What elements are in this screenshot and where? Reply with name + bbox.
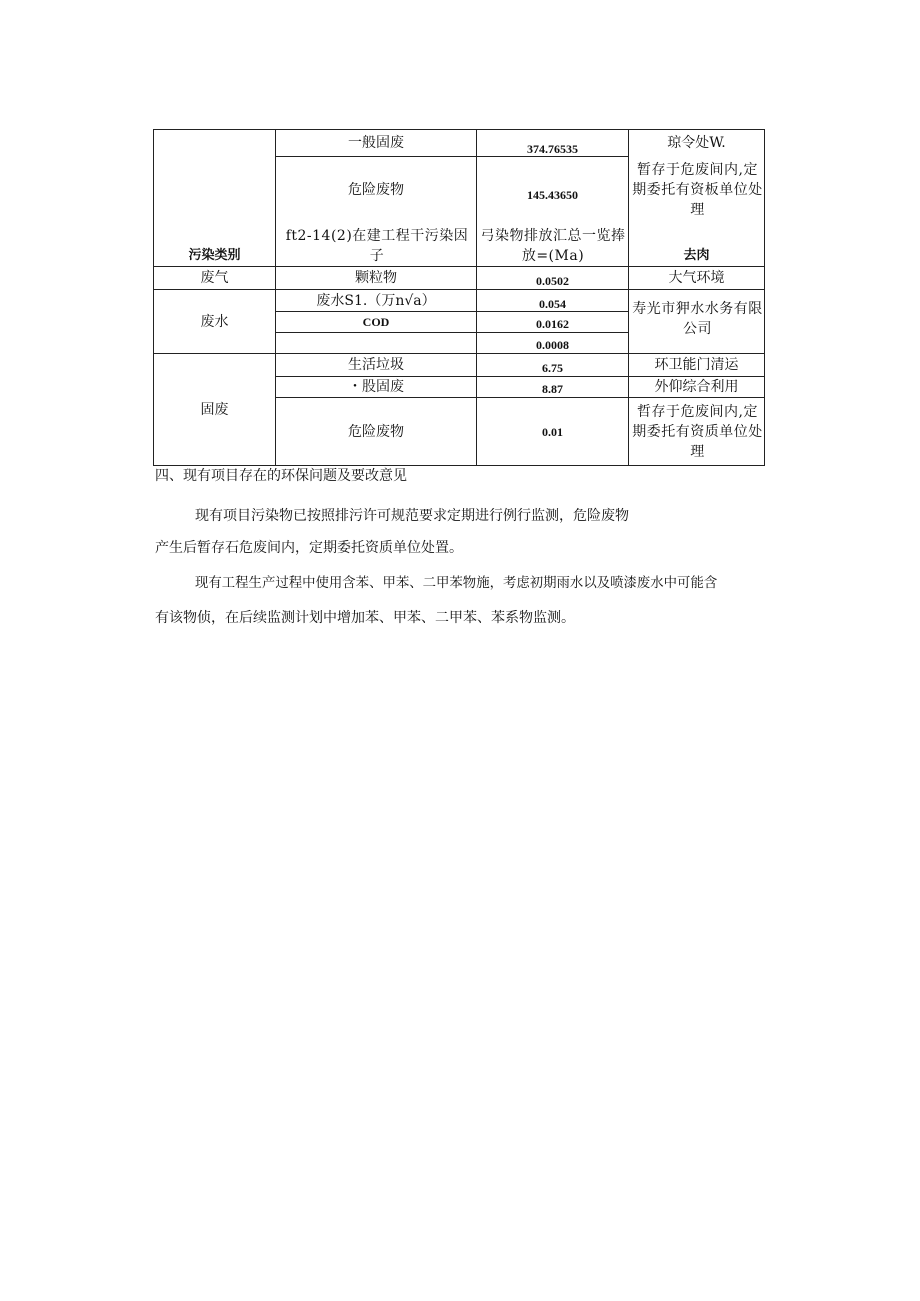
table-cell-destination: 寿光市狎水水务有限公司	[632, 301, 763, 337]
table-cell-destination: 琼令处W.	[667, 135, 726, 151]
table-cell-factor: 危险废物	[348, 182, 404, 198]
table-line	[628, 129, 629, 466]
header-amount: 弓染物排放汇总一览捧放=(Ma)	[480, 228, 626, 264]
paragraph-line: 现有工程生产过程中使用含苯、甲苯、二甲苯物施，考虑初期雨水以及喷漆废水中可能含	[195, 576, 718, 591]
table-line	[764, 129, 765, 466]
pollutant-summary-table	[0, 0, 920, 470]
table-cell-factor: COD	[362, 315, 390, 329]
category-gas: 废气	[200, 270, 229, 286]
header-destination: 去肉	[683, 247, 710, 262]
table-cell-amount: 0.0162	[536, 317, 569, 331]
table-cell-destination: 大气环境	[668, 270, 725, 286]
header-category: 污染类别	[188, 247, 241, 262]
section-heading: 四、现有项目存在的环保问题及要改意见	[155, 468, 407, 484]
table-cell-destination: 暂存于危废间内,定期委托有资板单位处理	[632, 162, 763, 218]
table-cell-amount: 145.43650	[527, 188, 578, 202]
table-cell-factor: 一般固废	[348, 135, 404, 151]
table-cell-factor: 生活垃圾	[348, 357, 404, 373]
paragraph-line: 有该物侦，在后续监测计划中增加苯、甲苯、二甲苯、苯系物监测。	[155, 610, 575, 626]
table-cell-amount: 0.0008	[536, 338, 569, 352]
table-cell-amount: 0.01	[542, 424, 563, 439]
table-cell-factor: 危险废物	[348, 423, 404, 440]
table-cell-amount: 374.76535	[527, 142, 578, 156]
table-cell-destination: 环卫能门清运	[654, 357, 739, 373]
paragraph-line: 现有项目污染物已按照排污许可规范要求定期进行例行监测，危险废物	[195, 508, 629, 524]
table-cell-factor: 废水S1.（万n√a）	[316, 292, 436, 309]
table-cell-factor: 颗粒物	[355, 270, 397, 286]
table-cell-destination: 外仰综合利用	[654, 379, 739, 395]
table-cell-amount: 6.75	[542, 361, 563, 375]
table-cell-destination: 哲存于危废间内,定期委托有资质单位处理	[632, 403, 763, 460]
table-cell-amount: 8.87	[542, 382, 563, 396]
category-wastewater: 废水	[200, 313, 229, 330]
table-cell-factor	[276, 333, 476, 353]
header-factor: ft2-14(2)在建工程干污染因子	[285, 228, 469, 264]
paragraph-line: 产生后暂存石危废间内，定期委托资质单位处置。	[155, 540, 463, 556]
table-cell-factor: ・股固废	[348, 379, 404, 395]
table-cell-amount: 0.0502	[536, 274, 569, 288]
table-cell-amount: 0.054	[539, 296, 566, 311]
category-solid-waste: 固废	[200, 401, 229, 418]
